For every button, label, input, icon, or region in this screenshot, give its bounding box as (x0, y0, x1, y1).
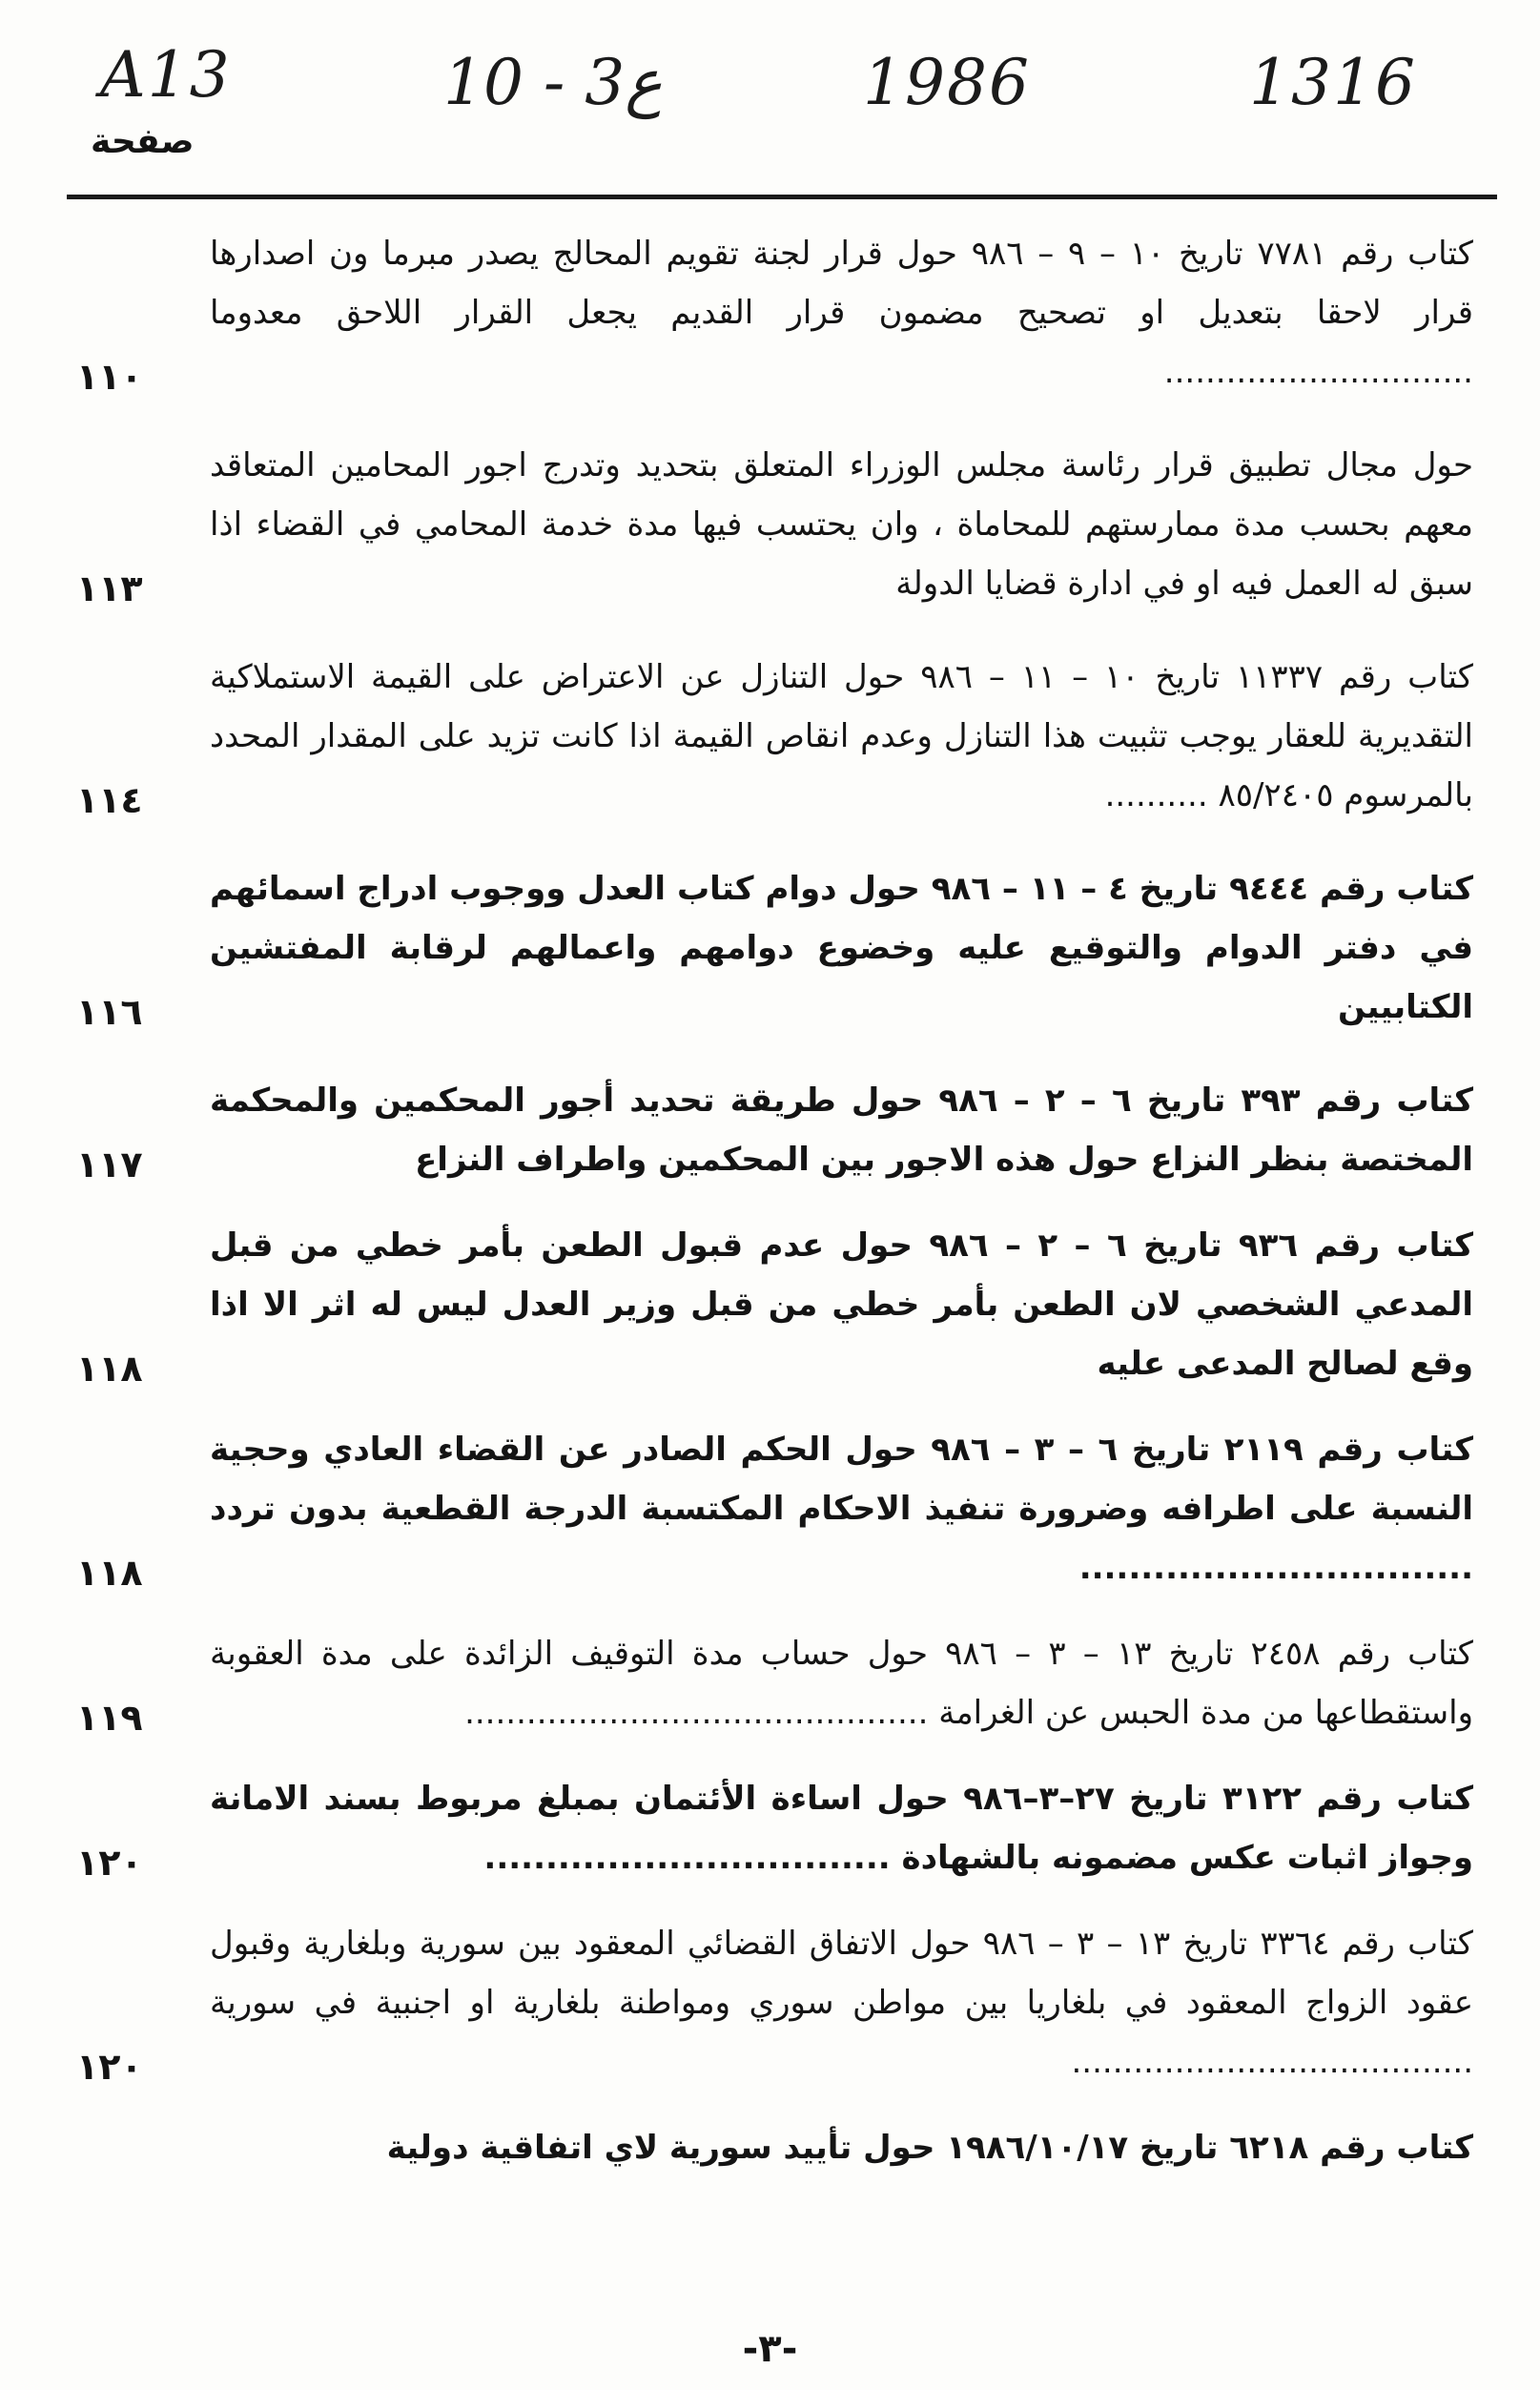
entry-text: حول مجال تطبيق قرار رئاسة مجلس الوزراء المتعلق بتحديد وتدرج اجور المحامين المتعاقد معهم بحسب مدة ممارستهم للمحاماة ، وان يحتسب فيها مدة خدمة المحامي في القضاء اذا سبق له العمل فيه او في ادارة قضايا الدولة (210, 446, 1473, 603)
entry-text: كتاب رقم ٦٢١٨ تاريخ ١٩٨٦/١٠/١٧ حول تأييد سورية لاي اتفاقية دولية (386, 2129, 1473, 2167)
entry-text: كتاب رقم ٧٧٨١ تاريخ ١٠ – ٩ – ٩٨٦ حول قرار لجنة تقويم المحالج يصدر مبرما ون اصدارها قرار لاحقا بتعديل او تصحيح مضمون قرار القديم يجعل القرار اللاحق معدوما .............................. (210, 235, 1473, 391)
index-entry (67, 859, 1497, 1037)
entry-page-number: ١١٦ (76, 991, 143, 1033)
leader-dots: ................................ (1078, 1549, 1473, 1587)
entry-text: كتاب رقم ٣٣٦٤ تاريخ ١٣ – ٣ – ٩٨٦ حول الاتفاق القضائي المعقود بين سورية وبلغارية وقبول عقود الزواج المعقود في بلغاريا بين مواطن سوري ومواطنة بلغارية او اجنبية في سورية ....................................... (210, 1925, 1473, 2081)
entry-text: كتاب رقم ٩٣٦ تاريخ ٦ – ٢ – ٩٨٦ حول عدم قبول الطعن بأمر خطي من قبل المدعي الشخصي لان الطعن بأمر خطي من قبل وزير العدل ليس له اثر الا اذا وقع لصالح المدعى عليه (210, 1226, 1473, 1383)
handwritten-date: 10 - 3ع (443, 46, 663, 119)
index-entry (67, 2118, 1497, 2177)
leader-dots: ................................. (483, 1839, 891, 1877)
entry-page-number: ١١٣ (76, 567, 143, 609)
entry-text: كتاب رقم ٢١١٩ تاريخ ٦ – ٣ – ٩٨٦ حول الحكم الصادر عن القضاء العادي وحجية النسبة على اطرافه وضرورة تنفيذ الاحكام المكتسبة الدرجة القطعية بدون تردد ................................ (210, 1431, 1473, 1587)
index-entry (67, 1769, 1497, 1887)
handwritten-code: A13 (100, 38, 232, 112)
entry-text: كتاب رقم ٣١٢٢ تاريخ ٢٧–٣–٩٨٦ حول اساءة الأئتمان بمبلغ مربوط بسند الامانة وجواز اثبات عكس مضمونه بالشهادة ................................. (210, 1780, 1473, 1877)
entry-page-number: ١٢٠ (76, 2046, 143, 2088)
index-entry (67, 1914, 1497, 2091)
leader-dots: .............................. (1163, 353, 1473, 391)
index-entry (67, 224, 1497, 402)
entry-page-number: ١١٤ (76, 779, 143, 821)
entry-page-number: ١١٩ (76, 1697, 143, 1739)
page-header (0, 0, 1540, 205)
handwritten-year: 1986 (863, 46, 1031, 119)
handwritten-number: 1316 (1249, 46, 1417, 119)
page-number-footer: -٣- (742, 2327, 798, 2371)
leader-dots: .......... (1104, 776, 1208, 814)
entry-page-number: ١١٠ (76, 356, 143, 398)
index-entry (67, 1624, 1497, 1742)
index-entries (67, 224, 1497, 2177)
entry-page-number: ١٢٠ (76, 1842, 143, 1884)
leader-dots: ............................................. (464, 1694, 929, 1732)
entry-page-number: ١١٧ (76, 1143, 143, 1185)
entry-text: كتاب رقم ٣٩٣ تاريخ ٦ – ٢ – ٩٨٦ حول طريقة تحديد أجور المحكمين والمحكمة المختصة بنظر النزاع حول هذه الاجور بين المحكمين واطراف النزاع (210, 1082, 1473, 1179)
entry-page-number: ١١٨ (76, 1552, 143, 1594)
index-entry (67, 1420, 1497, 1597)
leader-dots: ....................................... (1071, 2043, 1473, 2081)
index-entry (67, 1216, 1497, 1393)
header-rule (67, 195, 1497, 199)
entry-text: كتاب رقم ١١٣٣٧ تاريخ ١٠ – ١١ – ٩٨٦ حول التنازل عن الاعتراض على القيمة الاستملاكية التقديرية للعقار يوجب تثبيت هذا التنازل وعدم انقاص القيمة اذا كانت تزيد على المقدار المحدد بالمرسوم ٨٥/٢٤٠٥ .......... (210, 658, 1473, 814)
entry-page-number: ١١٨ (76, 1348, 143, 1390)
entry-text: كتاب رقم ٩٤٤٤ تاريخ ٤ – ١١ – ٩٨٦ حول دوام كتاب العدل ووجوب ادراج اسمائهم في دفتر الدوام والتوقيع عليه وخضوع دوامهم واعمالهم لرقابة المفتشين الكتابيين (210, 870, 1473, 1026)
page-column-label: صفحة (91, 122, 195, 161)
index-entry (67, 1071, 1497, 1189)
index-entry (67, 648, 1497, 825)
entry-text: كتاب رقم ٢٤٥٨ تاريخ ١٣ – ٣ – ٩٨٦ حول حساب مدة التوقيف الزائدة على مدة العقوبة واستقطاعها من مدة الحبس عن الغرامة ............................................. (210, 1635, 1473, 1732)
index-entry (67, 436, 1497, 613)
